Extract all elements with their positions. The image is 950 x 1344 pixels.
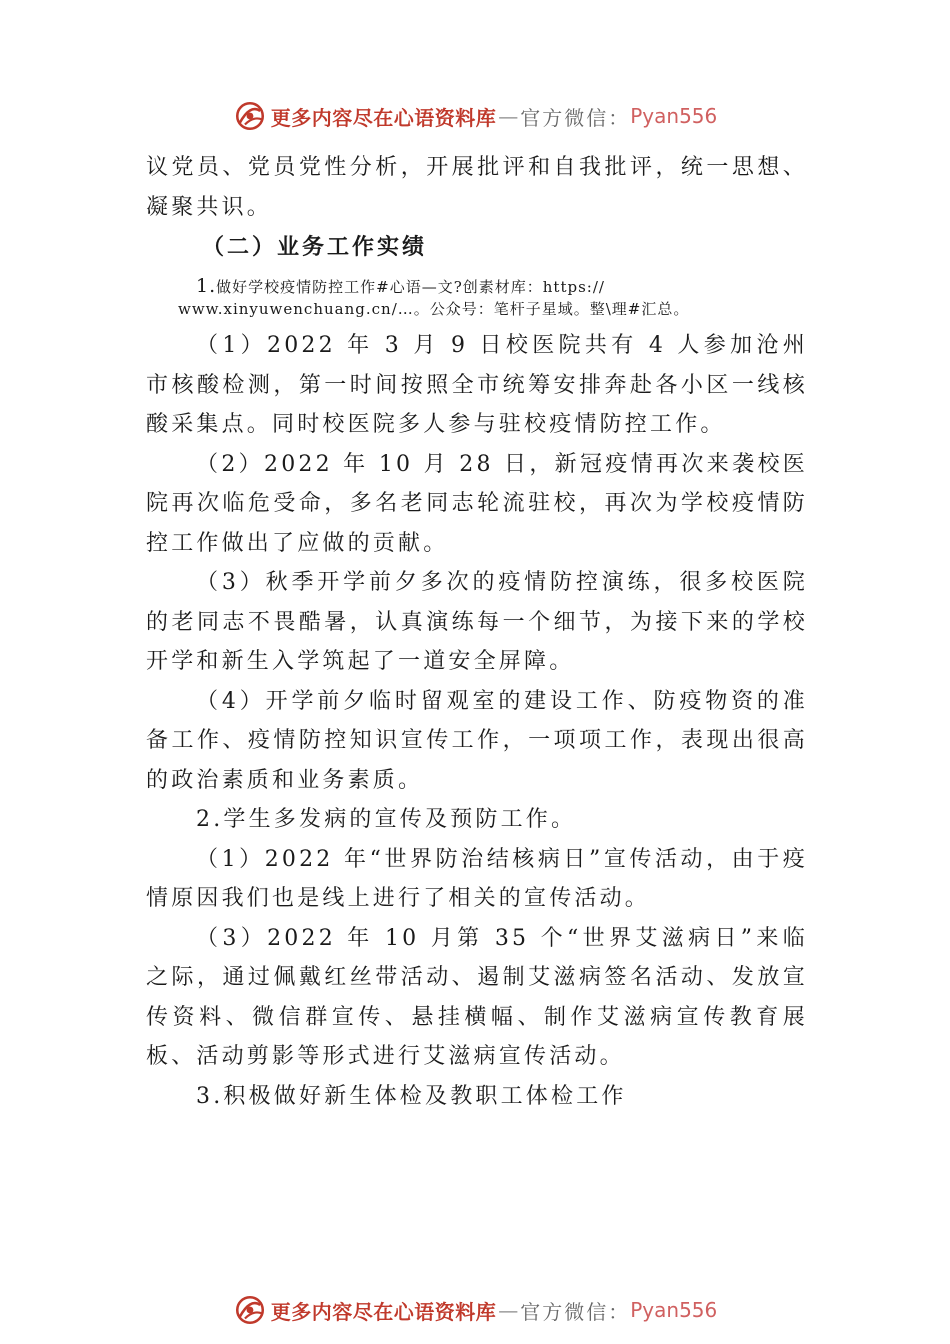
brand-separator: — xyxy=(498,104,519,128)
paragraph-6: （3）2022 年 10 月第 35 个“世界艾滋病日”来临之际，通过佩戴红丝带活动、遏制艾滋病签名活动、发放宣传资料、微信群宣传、悬挂横幅、制作艾滋病宣传教育展板、活动剪影等形式进行艾滋病宣传活动。 xyxy=(146,925,808,1069)
brand-text: 更多内容尽在心语资料库 xyxy=(270,105,497,130)
brand-text: 更多内容尽在心语资料库 xyxy=(270,1299,497,1324)
item-1-line-2: www.xinyuwenchuang.cn/…。公众号：笔杆子星域。整\理#汇总。 xyxy=(178,300,690,318)
paragraph-2: （2）2022 年 10 月 28 日，新冠疫情再次来袭校医院再次临危受命，多名老同志轮流驻校，再次为学校疫情防控工作做出了应做的贡献。 xyxy=(146,451,808,556)
document-body xyxy=(146,148,808,1116)
item-3-heading: 3.积极做好新生体检及教职工体检工作 xyxy=(196,1083,627,1109)
wechat-id: Pyan556 xyxy=(630,104,718,128)
section-heading: （二）业务工作实绩 xyxy=(202,234,428,260)
item-1-heading xyxy=(146,275,808,320)
item-1-line-1: 做好学校疫情防控工作#心语—文?创素材库：https:// xyxy=(216,278,605,296)
paragraph-4: （4）开学前夕临时留观室的建设工作、防疫物资的准备工作、疫情防控知识宣传工作，一项项工作，表现出很高的政治素质和业务素质。 xyxy=(146,688,808,793)
paragraph-3: （3）秋季开学前夕多次的疫情防控演练，很多校医院的老同志不畏酷暑，认真演练每一个细节，为接下来的学校开学和新生入学筑起了一道安全屏障。 xyxy=(146,570,808,674)
footer-banner xyxy=(0,1290,950,1330)
brand-separator: — xyxy=(498,1298,519,1322)
item-2-heading: 2.学生多发病的宣传及预防工作。 xyxy=(196,807,577,832)
header-banner xyxy=(0,96,950,136)
wechat-label: 官方微信： xyxy=(520,105,631,130)
paragraph-continuation: 议党员、党员党性分析，开展批评和自我批评，统一思想、 凝聚共识。 xyxy=(146,155,808,220)
swirl-logo-icon xyxy=(233,99,267,133)
wechat-label: 官方微信： xyxy=(520,1299,631,1324)
wechat-id: Pyan556 xyxy=(630,1298,718,1322)
swirl-logo-icon xyxy=(233,1293,267,1327)
paragraph-5: （1）2022 年“世界防治结核病日”宣传活动，由于疫情原因我们也是线上进行了相关的宣传活动。 xyxy=(146,846,808,911)
item-1-number: 1. xyxy=(196,275,217,297)
paragraph-1: （1）2022 年 3 月 9 日校医院共有 4 人参加沧州市核酸检测，第一时间按照全市统筹安排奔赴各小区一线核酸采集点。同时校医院多人参与驻校疫情防控工作。 xyxy=(146,333,808,437)
